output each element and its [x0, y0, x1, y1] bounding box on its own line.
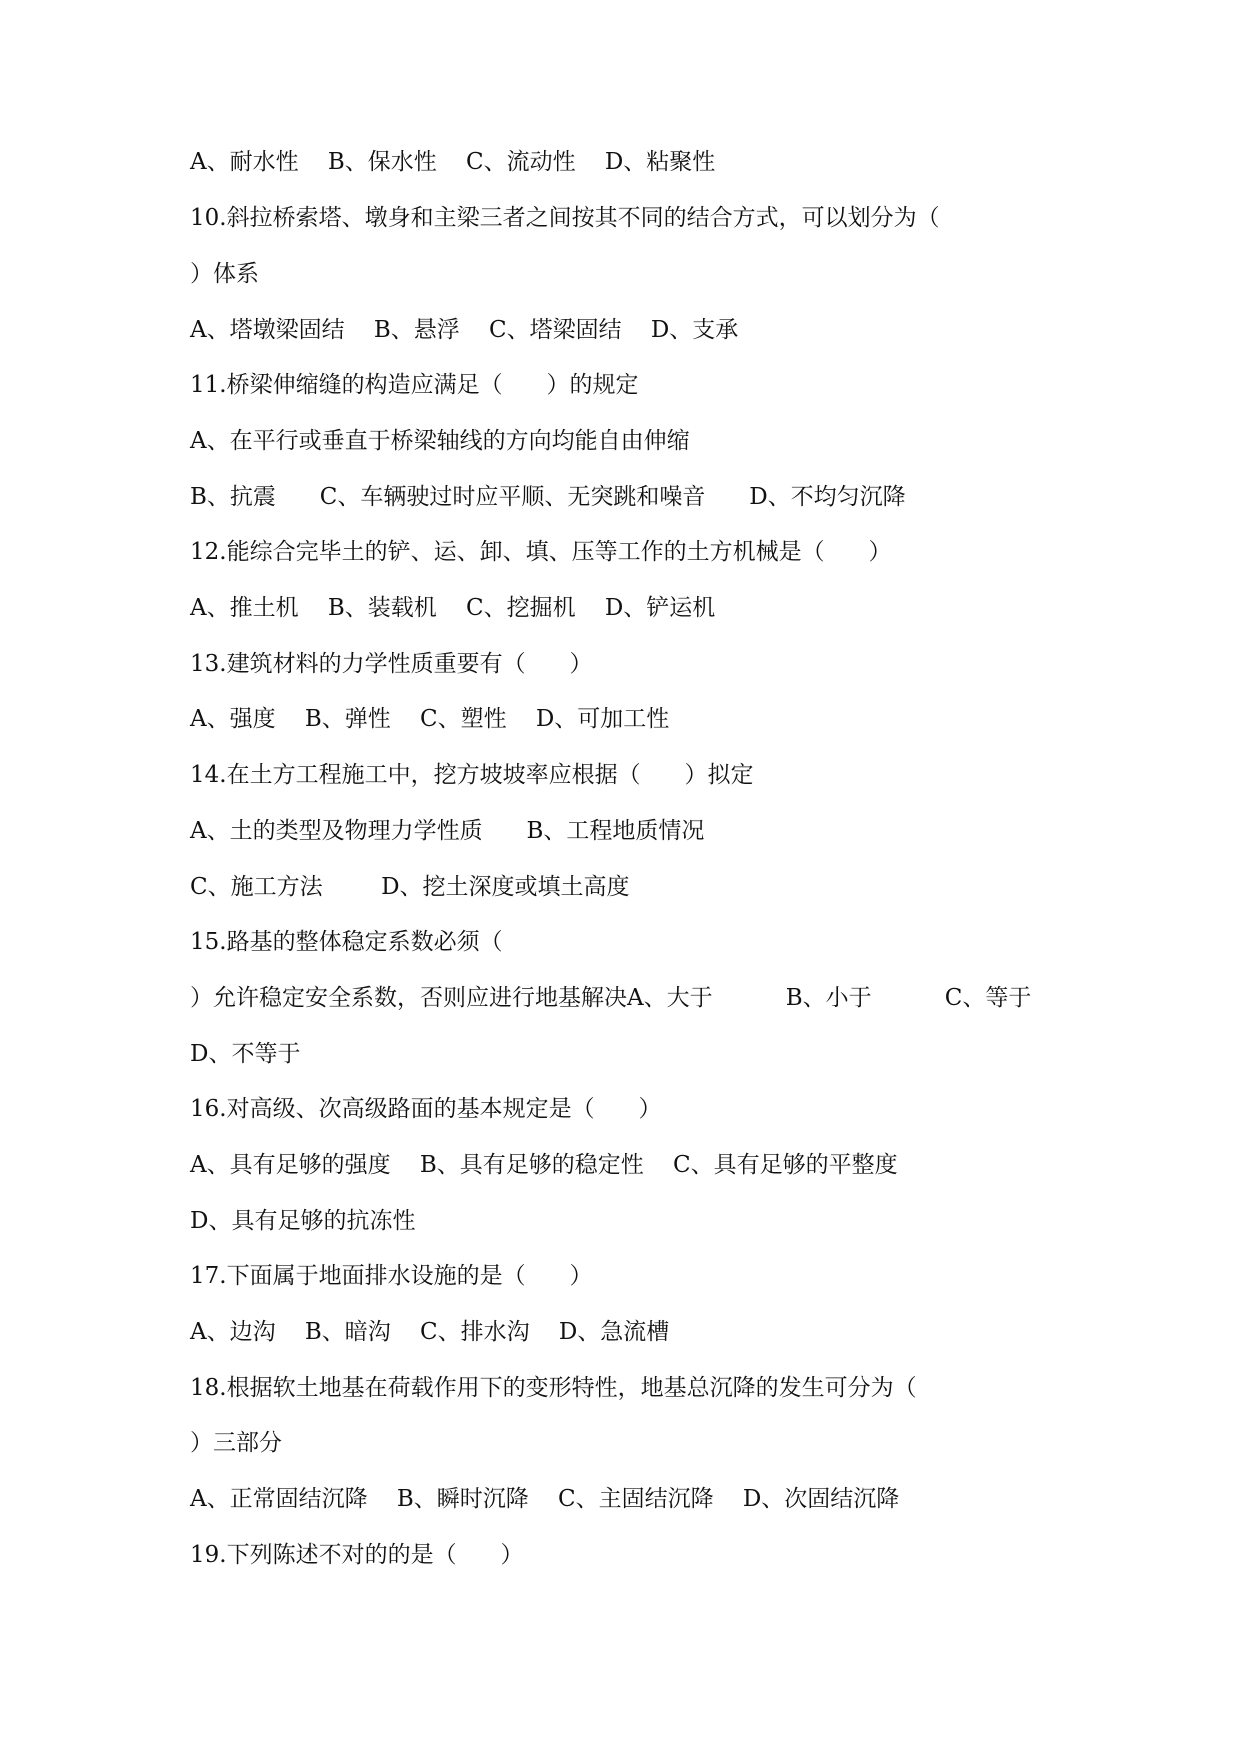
- q18-question-cont: ）三部分: [190, 1430, 282, 1456]
- q18-options: A、正常固结沉降 B、瞬时沉降 C、主固结沉降 D、次固结沉降: [190, 1486, 900, 1512]
- q13-question: 13.建筑材料的力学性质重要有（ ）: [190, 651, 593, 677]
- q17-options: A、边沟 B、暗沟 C、排水沟 D、急流槽: [190, 1319, 670, 1345]
- q15-option-d: D、不等于: [190, 1041, 301, 1067]
- q13-options: A、强度 B、弹性 C、塑性 D、可加工性: [190, 706, 670, 732]
- q10-question-cont: ）体系: [190, 261, 259, 287]
- q11-option-a: A、在平行或垂直于桥梁轴线的方向均能自由伸缩: [190, 428, 690, 454]
- q19-question: 19.下列陈述不对的的是（ ）: [190, 1542, 524, 1568]
- q15-question-cont: ）允许稳定安全系数，否则应进行地基解决A、大于 B、小于 C、等于: [190, 985, 1032, 1011]
- q18-question: 18.根据软土地基在荷载作用下的变形特性，地基总沉降的发生可分为（: [190, 1375, 917, 1401]
- q14-options-ab: A、土的类型及物理力学性质 B、工程地质情况: [190, 818, 705, 844]
- q16-question: 16.对高级、次高级路面的基本规定是（ ）: [190, 1096, 662, 1122]
- q17-question: 17.下面属于地面排水设施的是（ ）: [190, 1263, 593, 1289]
- q10-options: A、塔墩梁固结 B、悬浮 C、塔梁固结 D、支承: [190, 317, 739, 343]
- q14-options-cd: C、施工方法 D、挖土深度或填土高度: [190, 874, 630, 900]
- q16-option-d: D、具有足够的抗冻性: [190, 1208, 416, 1234]
- q11-question: 11.桥梁伸缩缝的构造应满足（ ）的规定: [190, 372, 639, 398]
- q10-question: 10.斜拉桥索塔、墩身和主梁三者之间按其不同的结合方式，可以划分为（: [190, 205, 940, 231]
- q12-options: A、推土机 B、装载机 C、挖掘机 D、铲运机: [190, 595, 716, 621]
- q11-options-bcd: B、抗震 C、车辆驶过时应平顺、无突跳和噪音 D、不均匀沉降: [190, 484, 906, 510]
- q12-question: 12.能综合完毕土的铲、运、卸、填、压等工作的土方机械是（ ）: [190, 539, 892, 565]
- q9-options: A、耐水性 B、保水性 C、流动性 D、粘聚性: [190, 149, 716, 175]
- q15-question: 15.路基的整体稳定系数必须（: [190, 929, 503, 955]
- q14-question: 14.在土方工程施工中，挖方坡坡率应根据（ ）拟定: [190, 762, 754, 788]
- q16-options-abc: A、具有足够的强度 B、具有足够的稳定性 C、具有足够的平整度: [190, 1152, 898, 1178]
